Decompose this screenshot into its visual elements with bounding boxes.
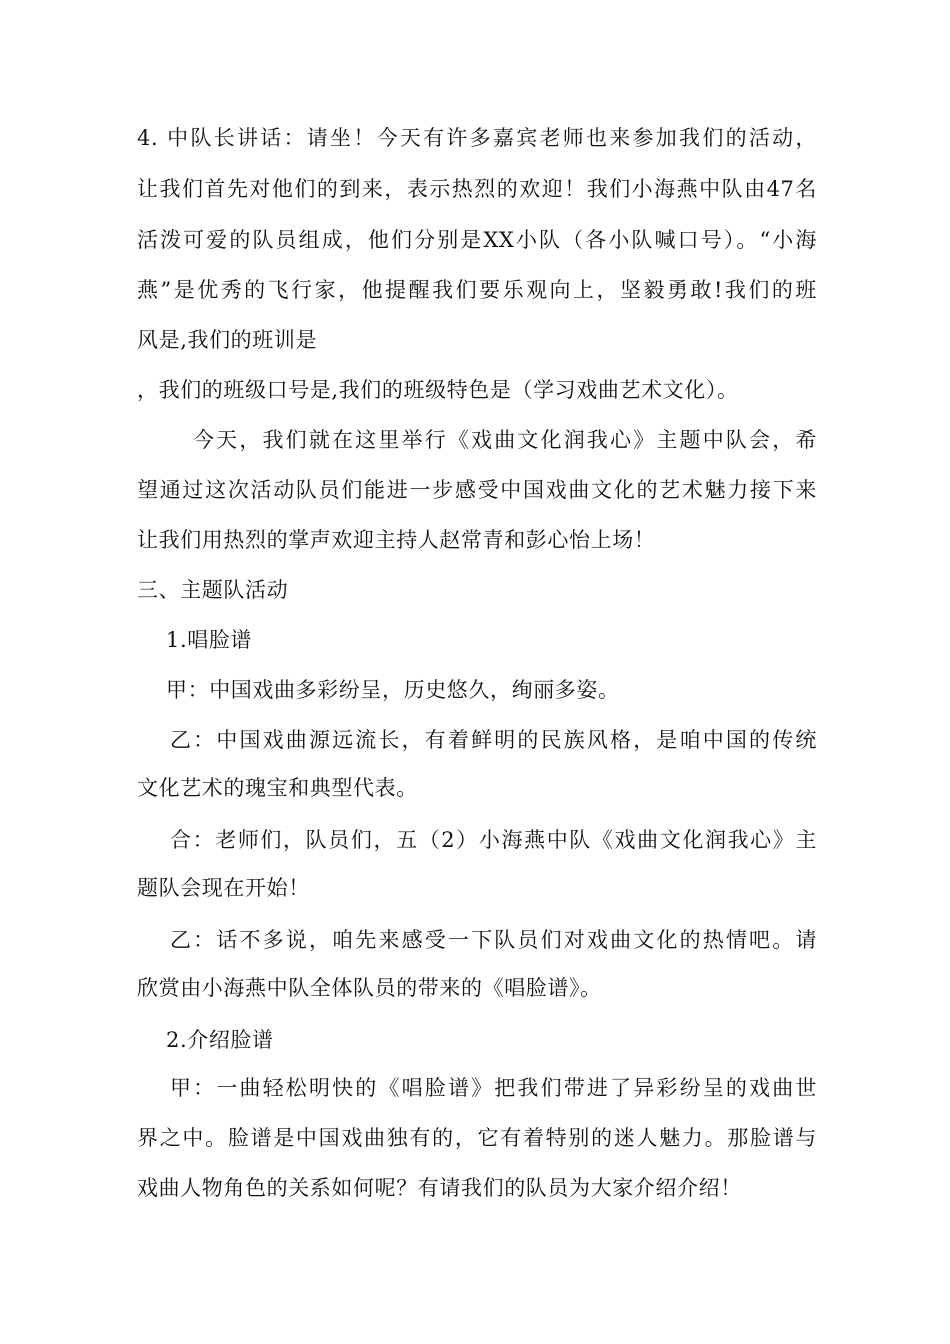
subsection-heading: 2.介绍脸谱 (166, 1028, 274, 1052)
text-line: ，我们的班级口号是,我们的班级特色是（学习戏曲艺术文化）。 (137, 378, 739, 402)
text-line: 戏曲人物角色的关系如何呢？有请我们的队员为大家介绍介绍！ (137, 1176, 742, 1200)
text-line: 欣赏由小海燕中队全体队员的带来的《唱脸谱》。 (137, 976, 602, 1000)
text-line: 甲：中国戏曲多彩纷呈，历史悠久，绚丽多姿。 (166, 678, 620, 702)
text-line: 文化艺术的瑰宝和典型代表。 (137, 776, 418, 800)
section-heading: 三、主题队活动 (137, 578, 289, 602)
text-line: 让我们首先对他们的到来，表示热烈的欢迎！我们小海燕中队由47名 (137, 177, 817, 201)
subsection-heading: 1.唱脸谱 (166, 628, 253, 652)
text-line: 甲：一曲轻松明快的《唱脸谱》把我们带进了异彩纷呈的戏曲世 (170, 1076, 817, 1100)
text-line: 界之中。脸谱是中国戏曲独有的，它有着特别的迷人魅力。那脸谱与 (137, 1126, 817, 1150)
text-line: 今天，我们就在这里举行《戏曲文化润我心》主题中队会，希 (193, 428, 817, 452)
text-line: 合：老师们，队员们，五（2）小海燕中队《戏曲文化润我心》主 (170, 828, 817, 852)
text-line: 望通过这次活动队员们能进一步感受中国戏曲文化的艺术魅力接下来 (137, 478, 817, 502)
text-line: 乙：话不多说，咱先来感受一下队员们对戏曲文化的热情吧。请 (170, 928, 817, 952)
text-line: 4. 中队长讲话：请坐！今天有许多嘉宾老师也来参加我们的活动， (137, 126, 817, 150)
text-line: 燕”是优秀的飞行家，他提醒我们要乐观向上，坚毅勇敢!我们的班 (137, 278, 817, 302)
text-line: 题队会现在开始！ (137, 876, 310, 900)
text-line: 风是,我们的班训是 (137, 328, 318, 352)
text-line: 让我们用热烈的掌声欢迎主持人赵常青和彭心怡上场！ (137, 528, 656, 552)
text-line: 乙：中国戏曲源远流长，有着鲜明的民族风格，是咱中国的传统 (170, 728, 817, 752)
text-line: 活泼可爱的队员组成，他们分别是XX小队（各小队喊口号）。“小海 (137, 228, 817, 252)
